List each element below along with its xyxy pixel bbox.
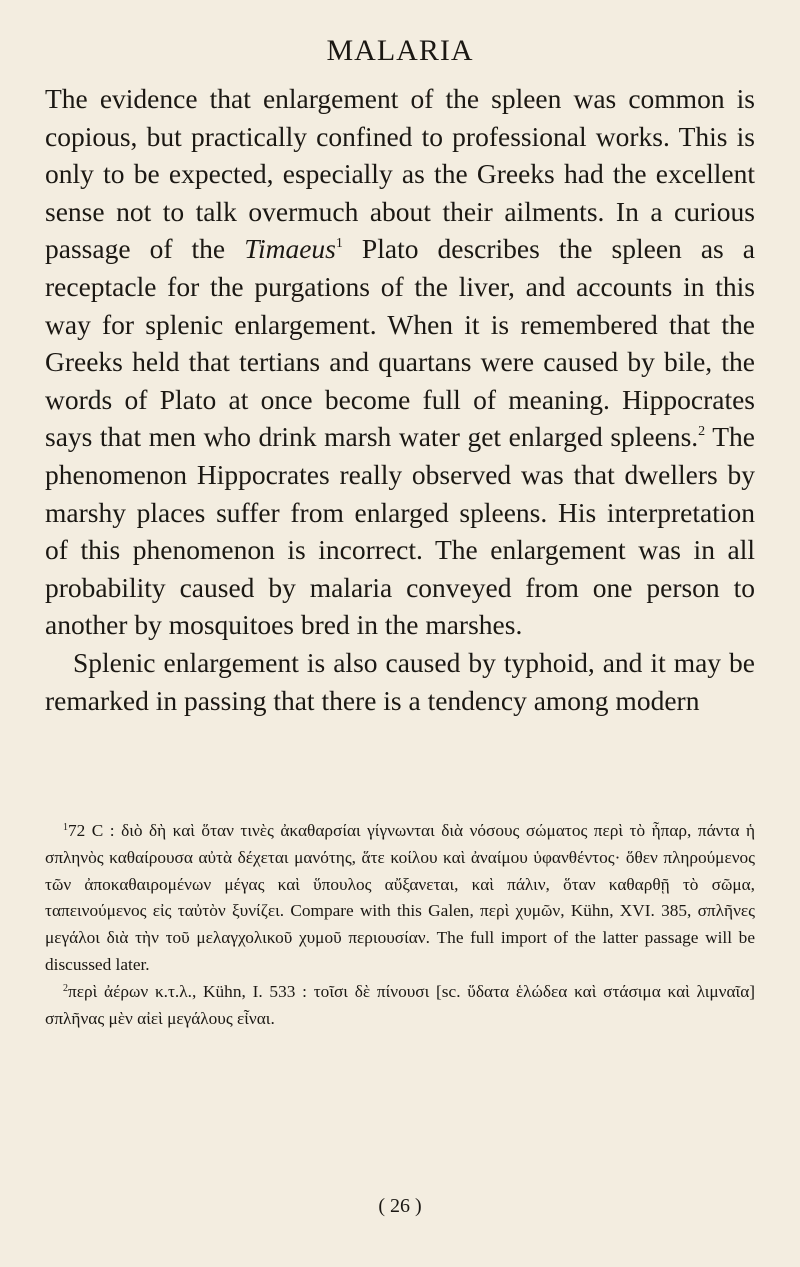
paragraph-1-part-3: The phenomenon Hippocrates really observed was that dwellers by marshy places suffer from enlarged spleens. His interpretation of this phenomenon is incorrect. The enlargement was in all probability caused by malaria conveyed from one person to another by mosquitoes bred in the marshes.	[45, 421, 755, 641]
footnote-2	[45, 979, 755, 1033]
body-text	[45, 80, 755, 719]
paragraph-1-part-1: The evidence that enlargement of the spleen was common is copious, but practically confined to professional works. This is only to be expected, especially as the Greeks had the excellent sense not to talk overmuch about their ailments. In a curious passage of the	[45, 83, 755, 265]
footnote-ref-2: 2	[698, 424, 706, 440]
footnote-2-mark: 2	[63, 982, 68, 994]
work-title-timaeus: Timaeus	[244, 233, 336, 265]
footnote-2-text: περὶ ἀέρων κ.τ.λ., Kühn, I. 533 : τοῖσι δὲ πίνουσι [sc. ὕδατα ἑλώδεα καὶ στάσιμα καὶ λιμναῖα] σπλῆνας μὲν αἰεὶ μεγάλους εἶναι.	[45, 981, 755, 1028]
page-number: ( 26 )	[378, 1195, 422, 1217]
paragraph-2: Splenic enlargement is also caused by typhoid, and it may be remarked in passing that there is a tendency among modern	[45, 646, 755, 716]
footnote-1	[45, 818, 755, 979]
paragraph-1	[45, 80, 755, 644]
footnote-ref-1: 1	[335, 236, 343, 252]
footnotes	[45, 818, 755, 1032]
footnote-1-text: 72 C : διὸ δὴ καὶ ὅταν τινὲς ἀκαθαρσίαι γίγνωνται διὰ νόσους σώματος περὶ τὸ ἧπαρ, πάντα ἡ σπληνὸς καθαίρουσα αὐτὰ δέχεται μανότης, ἅτε κοίλου καὶ ἀναίμου ὑφανθέντος· ὅθεν πληρούμενος τῶν ἀποκαθαιρομένων μέγας καὶ ὕπουλος αὔξανεται, καὶ πάλιν, ὅταν καθαρθῇ τὸ σῶμα, ταπεινούμενος εἰς ταὐτὸν ξυνίζει. Compare with this Galen, περὶ χυμῶν, Kühn, XVI. 385, σπλῆνες μεγάλοι διὰ τὴν τοῦ μελαγχολικοῦ χυμοῦ περιουσίαν. The full import of the latter passage will be discussed later.	[45, 821, 755, 974]
footnote-1-mark: 1	[63, 822, 68, 833]
paragraph-1-part-2: Plato describes the spleen as a receptacle for the purgations of the liver, and accounts in this way for splenic enlargement. When it is remembered that the Greeks held that tertians and quartans were caused by bile, the words of Plato at once become full of meaning. Hippocrates says that men who drink marsh water get enlarged spleens.	[45, 233, 755, 453]
running-head: MALARIA	[326, 34, 474, 67]
